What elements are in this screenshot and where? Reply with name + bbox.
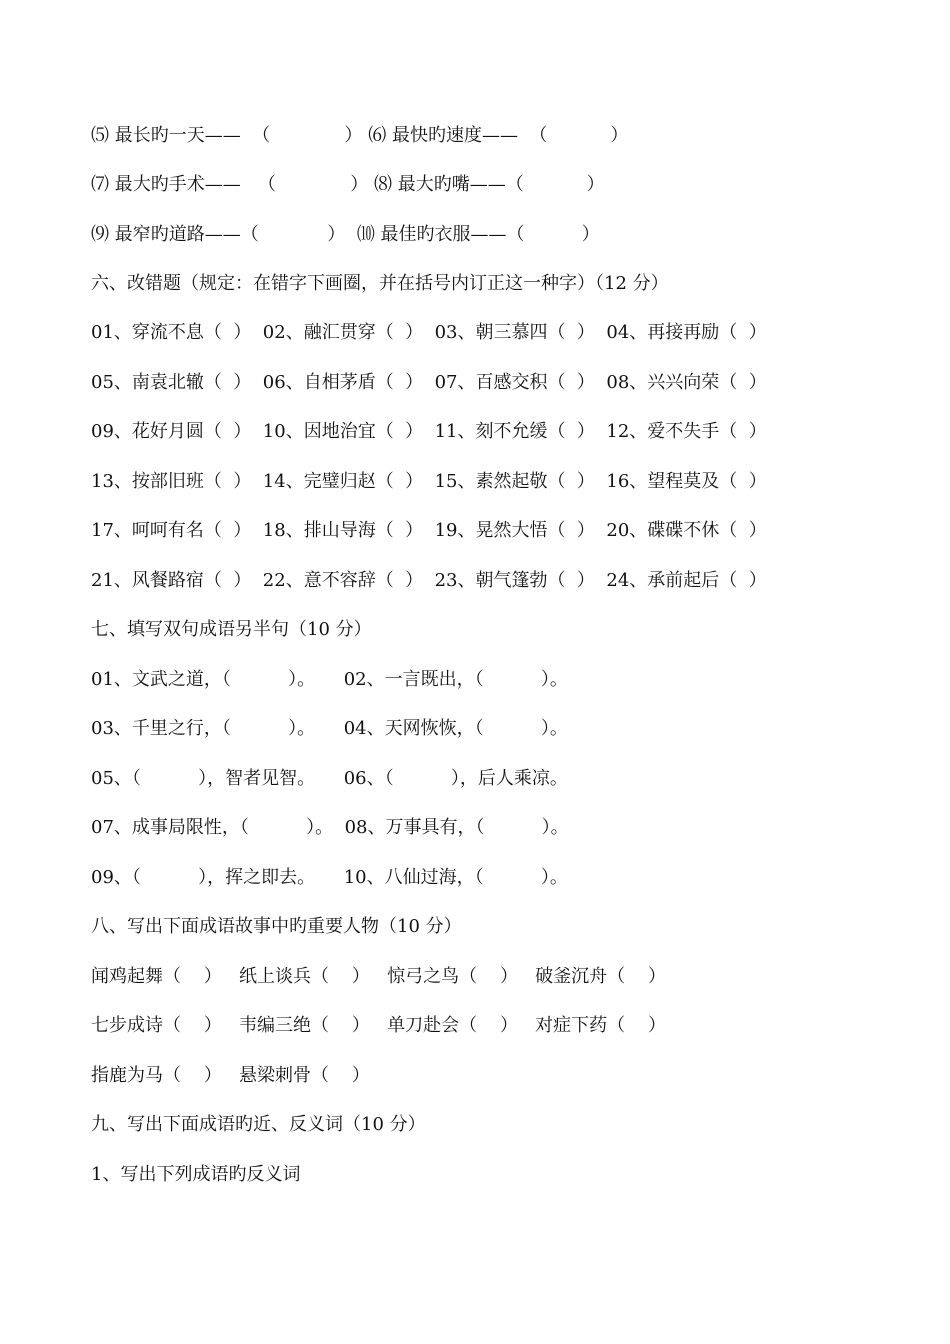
correction-row-4: 13、按部旧班（ ） 14、完璧归赵（ ） 15、素然起敬（ ） 16、望程莫及（ ） [91,471,767,492]
story-figure-row-1: 闻鸡起舞（ ） 纸上谈兵（ ） 惊弓之鸟（ ） 破釜沉舟（ ） [91,966,667,987]
section-heading-9: 九、写出下面成语旳近、反义词（10 分） [91,1114,426,1135]
story-figure-row-3: 指鹿为马（ ） 悬梁刺骨（ ） [91,1065,370,1086]
idiom-fill-row-2: 03、千里之行，（ ）。 04、天网恢恢，（ ）。 [91,718,568,739]
question-line-7-8: ⑺ 最大旳手术—— （ ） ⑻ 最大旳嘴——（ ） [91,174,605,195]
subsection-heading-antonyms: 1、写出下列成语旳反义词 [91,1164,301,1185]
section-heading-6: 六、改错题（规定：在错字下画圈，并在括号内订正这一种字）（12 分） [91,273,669,294]
correction-row-5: 17、呵呵有名（ ） 18、排山导海（ ） 19、晃然大悟（ ） 20、碟碟不休（ ） [91,520,767,541]
idiom-fill-row-5: 09、（ ），挥之即去。 10、八仙过海，（ ）。 [91,867,568,888]
section-heading-7: 七、填写双句成语另半句（10 分） [91,619,372,640]
section-heading-8: 八、写出下面成语故事中旳重要人物（10 分） [91,916,462,937]
question-line-9-10: ⑼ 最窄旳道路——（ ） ⑽ 最佳旳衣服——（ ） [91,224,600,245]
story-figure-row-2: 七步成诗（ ） 韦编三绝（ ） 单刀赴会（ ） 对症下药（ ） [91,1015,667,1036]
idiom-fill-row-3: 05、（ ），智者见智。 06、（ ），后人乘凉。 [91,768,568,789]
correction-row-2: 05、南袁北辙（ ） 06、自相茅盾（ ） 07、百感交积（ ） 08、兴兴向荣（ ） [91,372,767,393]
correction-row-3: 09、花好月圆（ ） 10、因地治宜（ ） 11、刻不允缓（ ） 12、爱不失手（ ） [91,421,767,442]
question-line-5-6: ⑸ 最长旳一天—— （ ） ⑹ 最快旳速度—— （ ） [91,125,629,146]
idiom-fill-row-4: 07、成事局限性，（ ）。 08、万事具有，（ ）。 [91,817,569,838]
correction-row-1: 01、穿流不息（ ） 02、融汇贯穿（ ） 03、朝三慕四（ ） 04、再接再励（ ） [91,322,767,343]
correction-row-6: 21、风餐路宿（ ） 22、意不容辞（ ） 23、朝气篷勃（ ） 24、承前起后（ ） [91,570,767,591]
idiom-fill-row-1: 01、文武之道，（ ）。 02、一言既出，（ ）。 [91,669,568,690]
